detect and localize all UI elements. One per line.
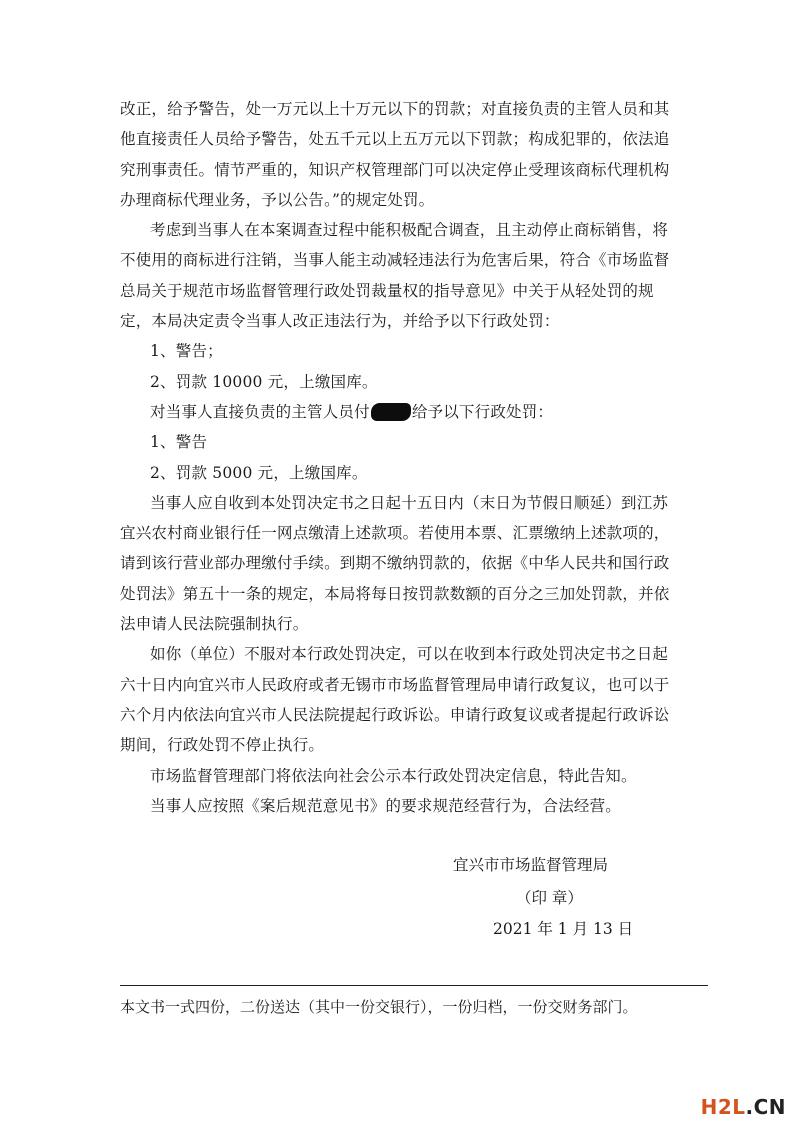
text-line: 不使用的商标进行注销，当事人能主动减轻违法行为危害后果，符合《市场监督 [120,251,670,270]
footer-note: 本文书一式四份，二份送达（其中一份交银行），一份归档，一份交财务部门。 [120,998,638,1016]
text-segment: 对当事人直接负责的主管人员付 [150,402,370,421]
text-segment: 给予以下行政处罚： [411,402,554,421]
watermark-logo [701,1095,786,1119]
text-line: 处罚法》第五十一条的规定，本局将每日按罚款数额的百分之三加处罚款，并依 [120,584,670,603]
redaction-mark [371,403,411,421]
text-line: 改正，给予警告，处一万元以上十万元以下的罚款；对直接负责的主管人员和其 [120,100,670,118]
text-line: 考虑到当事人在本案调查过程中能积极配合调查，且主动停止商标销售，将 [150,221,669,240]
issue-date: 2021 年 1 月 13 日 [493,920,634,938]
text-line: 总局关于规范市场监督管理行政处罚裁量权的指导意见》中关于从轻处罚的规 [120,281,654,300]
text-line: 请到该行营业部办理缴付手续。到期不缴纳罚款的，依据《中华人民共和国行政 [120,554,670,573]
footer-divider [120,985,708,986]
text-line: 当事人应自收到本处罚决定书之日起十五日内（末日为节假日顺延）到江苏 [150,493,669,512]
document-body [120,94,680,821]
text-line: 市场监督管理部门将依法向社会公示本行政处罚决定信息，特此告知。 [150,766,637,785]
text-line: 当事人应按照《案后规范意见书》的要求规范经营行为，合法经营。 [150,796,622,815]
list-item: 1、警告 [150,433,208,452]
list-item: 2、罚款 5000 元，上缴国库。 [150,463,368,482]
list-item: 1、警告； [150,342,223,361]
text-line: 法申请人民法院强制执行。 [120,615,309,634]
watermark-part: .CN [745,1095,786,1119]
text-line: 办理商标代理业务，予以公告。”的规定处罚。 [120,190,435,209]
text-line: 究刑事责任。情节严重的，知识产权管理部门可以决定停止受理该商标代理机构 [120,160,670,179]
redacted-text-line [120,397,680,427]
text-line: 六个月内依法向宜兴市人民法院提起行政诉讼。申请行政复议或者提起行政诉讼 [120,705,670,724]
seal-placeholder: （印 章） [516,889,583,907]
list-item: 2、罚款 10000 元，上缴国库。 [150,372,378,391]
text-line: 定，本局决定责令当事人改正违法行为，并给予以下行政处罚： [120,312,560,331]
text-line: 宜兴农村商业银行任一网点缴清上述款项。若使用本票、汇票缴纳上述款项的， [120,524,670,543]
text-line: 如你（单位）不服对本行政处罚决定，可以在收到本行政处罚决定书之日起 [150,645,669,664]
text-line: 六十日内向宜兴市人民政府或者无锡市市场监督管理局申请行政复议，也可以于 [120,675,670,694]
text-line: 期间，行政处罚不停止执行。 [120,736,325,755]
watermark-part: H2L [700,1095,746,1119]
issuing-organization: 宜兴市市场监督管理局 [453,856,609,874]
text-line: 他直接责任人员给予警告，处五千元以上五万元以下罚款；构成犯罪的，依法追 [120,130,670,149]
